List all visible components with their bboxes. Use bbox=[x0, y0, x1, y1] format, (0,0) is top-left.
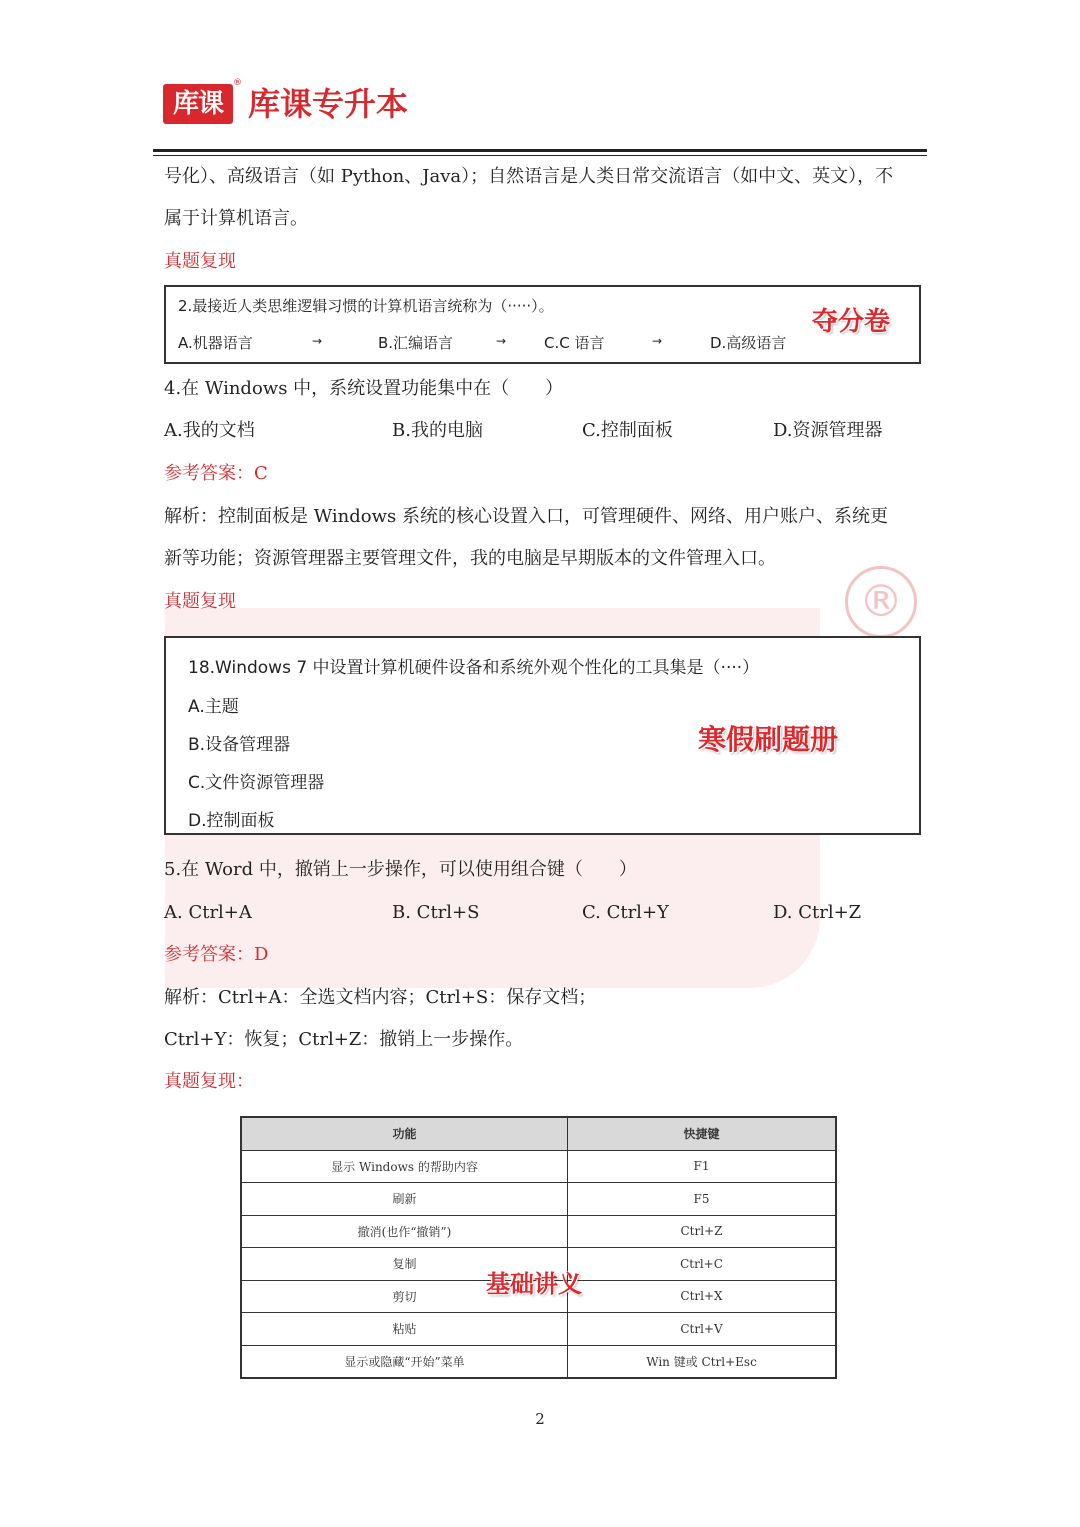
brand-name: 库课专升本 bbox=[248, 85, 409, 123]
exam-question-box-1 bbox=[164, 285, 921, 364]
table-cell: 撤消(也作“撤销”) bbox=[241, 1215, 568, 1248]
table-cell: Ctrl+C bbox=[568, 1248, 837, 1281]
q4-option-a: A.我的文档 bbox=[164, 420, 255, 441]
table-row bbox=[241, 1183, 836, 1216]
box1-option-a: A.机器语言 bbox=[178, 334, 253, 352]
registered-mark: ® bbox=[233, 78, 242, 88]
header-rule-thin bbox=[153, 155, 927, 156]
review-label: 真题复现： bbox=[164, 1071, 254, 1092]
q4-answer: 参考答案：C bbox=[164, 463, 268, 484]
review-label: 真题复现 bbox=[164, 591, 236, 612]
question-5-stem: 5.在 Word 中，撤销上一步操作，可以使用组合键（ ） bbox=[164, 859, 637, 880]
table-cell: Ctrl+V bbox=[568, 1313, 837, 1346]
box1-question: 2.最接近人类思维逻辑习惯的计算机语言统称为（·····）。 bbox=[178, 297, 554, 315]
q5-answer: 参考答案：D bbox=[164, 944, 269, 965]
intro-line-1: 号化）、高级语言（如 Python、Java）；自然语言是人类日常交流语言（如中文、英文），不 bbox=[164, 166, 894, 187]
exam-question-box-2 bbox=[164, 636, 921, 835]
table-header-row bbox=[241, 1117, 836, 1150]
table-row bbox=[241, 1313, 836, 1346]
q4-option-d: D.资源管理器 bbox=[773, 420, 883, 441]
table-cell: 刷新 bbox=[241, 1183, 568, 1216]
table-cell: Win 键或 Ctrl+Esc bbox=[568, 1345, 837, 1378]
table-row bbox=[241, 1150, 836, 1183]
box2-option-c: C.文件资源管理器 bbox=[188, 773, 325, 793]
stamp-label: 寒假刷题册 bbox=[698, 723, 839, 756]
stamp-label: 夺分卷 bbox=[812, 307, 891, 337]
table-row bbox=[241, 1345, 836, 1378]
shortcut-table bbox=[240, 1116, 837, 1379]
box1-option-b: B.汇编语言 bbox=[378, 334, 454, 352]
intro-line-2: 属于计算机语言。 bbox=[164, 208, 308, 229]
table-cell: F5 bbox=[568, 1183, 837, 1216]
table-cell: Ctrl+X bbox=[568, 1280, 837, 1313]
q5-explanation-1: 解析：Ctrl+A：全选文档内容；Ctrl+S：保存文档； bbox=[164, 987, 597, 1008]
table-cell: 显示或隐藏“开始”菜单 bbox=[241, 1345, 568, 1378]
table-cell: F1 bbox=[568, 1150, 837, 1183]
tab-arrow: → bbox=[652, 334, 663, 348]
tab-arrow: → bbox=[496, 334, 507, 348]
table-cell: 粘贴 bbox=[241, 1313, 568, 1346]
stamp-label: 基础讲义 bbox=[486, 1270, 582, 1298]
box2-option-a: A.主题 bbox=[188, 697, 239, 717]
page-number: 2 bbox=[535, 1410, 545, 1428]
box2-option-d: D.控制面板 bbox=[188, 811, 275, 831]
q5-option-b: B. Ctrl+S bbox=[392, 902, 480, 923]
table-header-cell: 功能 bbox=[241, 1117, 568, 1150]
q5-explanation-2: Ctrl+Y：恢复；Ctrl+Z：撤销上一步操作。 bbox=[164, 1029, 524, 1050]
question-4-stem: 4.在 Windows 中，系统设置功能集中在（ ） bbox=[164, 378, 564, 399]
q4-explanation-1: 解析：控制面板是 Windows 系统的核心设置入口，可管理硬件、网络、用户账户、系统更 bbox=[164, 506, 888, 527]
table-header-cell: 快捷键 bbox=[568, 1117, 837, 1150]
q4-option-b: B.我的电脑 bbox=[392, 420, 483, 441]
q5-option-a: A. Ctrl+A bbox=[164, 902, 252, 923]
q5-option-c: C. Ctrl+Y bbox=[582, 902, 669, 923]
q4-option-c: C.控制面板 bbox=[582, 420, 673, 441]
table-cell: 剪切 bbox=[241, 1280, 568, 1313]
box1-option-d: D.高级语言 bbox=[710, 334, 787, 352]
header-rule-thick bbox=[153, 149, 927, 152]
q5-option-d: D. Ctrl+Z bbox=[773, 902, 862, 923]
review-label: 真题复现 bbox=[164, 251, 236, 272]
box1-option-c: C.C 语言 bbox=[544, 334, 605, 352]
brand-logo: 库课 bbox=[163, 84, 233, 124]
box2-option-b: B.设备管理器 bbox=[188, 735, 291, 755]
box2-question: 18.Windows 7 中设置计算机硬件设备和系统外观个性化的工具集是（····） bbox=[188, 658, 760, 678]
table-cell: 复制 bbox=[241, 1248, 568, 1281]
q4-explanation-2: 新等功能；资源管理器主要管理文件，我的电脑是早期版本的文件管理入口。 bbox=[164, 548, 776, 569]
table-cell: Ctrl+Z bbox=[568, 1215, 837, 1248]
watermark-registered-mark: ® bbox=[845, 566, 917, 638]
table-row bbox=[241, 1215, 836, 1248]
tab-arrow: → bbox=[312, 334, 323, 348]
table-cell: 显示 Windows 的帮助内容 bbox=[241, 1150, 568, 1183]
